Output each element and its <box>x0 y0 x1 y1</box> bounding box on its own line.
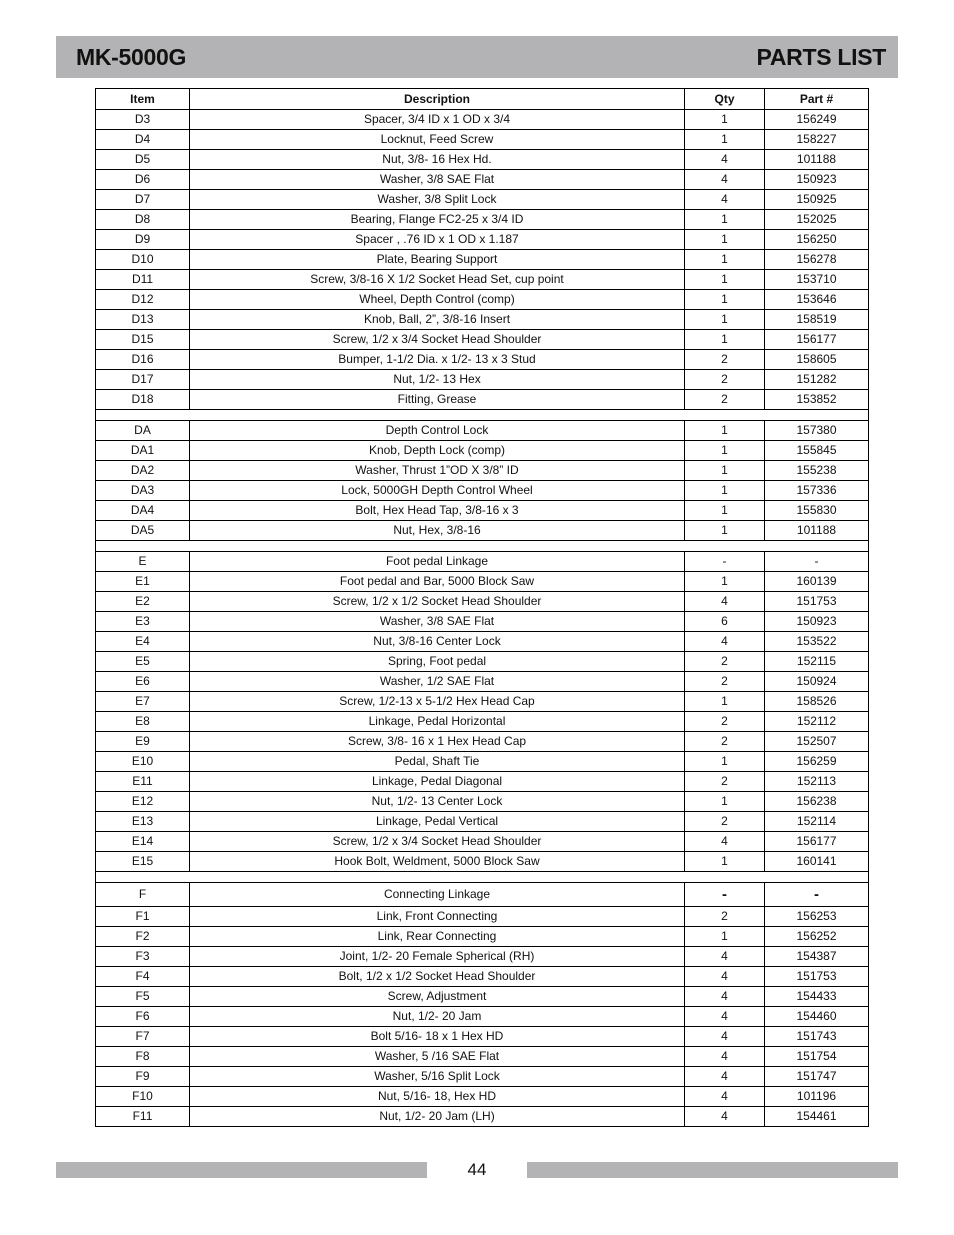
table-row <box>96 1087 869 1107</box>
cell-qty: 1 <box>685 421 765 441</box>
cell-description: Spacer , .76 ID x 1 OD x 1.187 <box>190 230 685 250</box>
cell-description: Foot pedal Linkage <box>190 552 685 572</box>
cell-description: Linkage, Pedal Diagonal <box>190 772 685 792</box>
cell-qty: 4 <box>685 170 765 190</box>
spacer-cell <box>96 541 869 552</box>
cell-qty: 4 <box>685 1107 765 1127</box>
cell-description: Bolt, Hex Head Tap, 3/8-16 x 3 <box>190 501 685 521</box>
cell-qty: 1 <box>685 461 765 481</box>
cell-item: D8 <box>96 210 190 230</box>
cell-description: Foot pedal and Bar, 5000 Block Saw <box>190 572 685 592</box>
cell-part-number: 152115 <box>765 652 869 672</box>
cell-description: Wheel, Depth Control (comp) <box>190 290 685 310</box>
cell-part-number: 151747 <box>765 1067 869 1087</box>
cell-qty: 6 <box>685 612 765 632</box>
table-row <box>96 852 869 872</box>
cell-description: Bumper, 1-1/2 Dia. x 1/2- 13 x 3 Stud <box>190 350 685 370</box>
cell-item: E9 <box>96 732 190 752</box>
cell-qty: - <box>685 552 765 572</box>
footer-bar-left <box>56 1162 427 1178</box>
cell-description: Knob, Ball, 2”, 3/8-16 Insert <box>190 310 685 330</box>
cell-part-number: 160141 <box>765 852 869 872</box>
cell-item: D17 <box>96 370 190 390</box>
cell-qty: 1 <box>685 692 765 712</box>
cell-item: DA4 <box>96 501 190 521</box>
cell-item: E12 <box>96 792 190 812</box>
cell-qty: 4 <box>685 592 765 612</box>
cell-qty: 2 <box>685 390 765 410</box>
cell-item: E2 <box>96 592 190 612</box>
cell-qty: 2 <box>685 732 765 752</box>
table-row <box>96 270 869 290</box>
table-row <box>96 907 869 927</box>
cell-part-number: 153646 <box>765 290 869 310</box>
table-row <box>96 330 869 350</box>
cell-part-number: 153710 <box>765 270 869 290</box>
cell-item: F11 <box>96 1107 190 1127</box>
cell-qty: 2 <box>685 907 765 927</box>
cell-description: Screw, 3/8-16 X 1/2 Socket Head Set, cup point <box>190 270 685 290</box>
table-row <box>96 632 869 652</box>
cell-part-number: 156259 <box>765 752 869 772</box>
table-row <box>96 967 869 987</box>
column-header-item: Item <box>96 89 190 110</box>
cell-description: Screw, 1/2 x 3/4 Socket Head Shoulder <box>190 832 685 852</box>
cell-description: Bolt, 1/2 x 1/2 Socket Head Shoulder <box>190 967 685 987</box>
cell-part-number: 158605 <box>765 350 869 370</box>
table-row <box>96 1027 869 1047</box>
table-row <box>96 370 869 390</box>
cell-part-number: 156249 <box>765 110 869 130</box>
cell-qty: 1 <box>685 210 765 230</box>
cell-item: E6 <box>96 672 190 692</box>
cell-part-number: 152113 <box>765 772 869 792</box>
cell-part-number: 151743 <box>765 1027 869 1047</box>
cell-qty: 2 <box>685 370 765 390</box>
cell-part-number: 155238 <box>765 461 869 481</box>
spacer-cell <box>96 872 869 883</box>
cell-item: E15 <box>96 852 190 872</box>
cell-part-number: 150924 <box>765 672 869 692</box>
cell-item: E3 <box>96 612 190 632</box>
cell-qty: 4 <box>685 1047 765 1067</box>
cell-qty: 1 <box>685 752 765 772</box>
cell-part-number: 160139 <box>765 572 869 592</box>
cell-description: Plate, Bearing Support <box>190 250 685 270</box>
table-row <box>96 672 869 692</box>
cell-qty: 1 <box>685 270 765 290</box>
cell-item: DA3 <box>96 481 190 501</box>
table-row <box>96 310 869 330</box>
cell-qty: 1 <box>685 290 765 310</box>
cell-item: DA1 <box>96 441 190 461</box>
cell-qty: 2 <box>685 350 765 370</box>
cell-item: D18 <box>96 390 190 410</box>
table-row <box>96 501 869 521</box>
cell-qty: 1 <box>685 250 765 270</box>
cell-description: Nut, 3/8- 16 Hex Hd. <box>190 150 685 170</box>
table-row <box>96 250 869 270</box>
cell-item: E10 <box>96 752 190 772</box>
cell-part-number: 156278 <box>765 250 869 270</box>
table-row <box>96 812 869 832</box>
cell-item: F7 <box>96 1027 190 1047</box>
cell-description: Nut, 1/2- 13 Hex <box>190 370 685 390</box>
cell-description: Fitting, Grease <box>190 390 685 410</box>
cell-qty: 1 <box>685 572 765 592</box>
cell-description: Linkage, Pedal Vertical <box>190 812 685 832</box>
cell-part-number: 153522 <box>765 632 869 652</box>
cell-item: E4 <box>96 632 190 652</box>
page-number: 44 <box>467 1160 487 1179</box>
cell-qty: 1 <box>685 521 765 541</box>
table-row <box>96 190 869 210</box>
cell-qty: 4 <box>685 1067 765 1087</box>
cell-qty: 1 <box>685 852 765 872</box>
cell-qty: 2 <box>685 652 765 672</box>
cell-description: Screw, 1/2 x 3/4 Socket Head Shoulder <box>190 330 685 350</box>
cell-part-number: 152114 <box>765 812 869 832</box>
table-row <box>96 752 869 772</box>
table-row <box>96 732 869 752</box>
cell-item: F6 <box>96 1007 190 1027</box>
cell-qty: 4 <box>685 987 765 1007</box>
cell-qty: 4 <box>685 1027 765 1047</box>
table-row <box>96 1007 869 1027</box>
cell-qty: 4 <box>685 1087 765 1107</box>
cell-item: E <box>96 552 190 572</box>
table-row <box>96 883 869 907</box>
cell-description: Screw, 1/2-13 x 5-1/2 Hex Head Cap <box>190 692 685 712</box>
cell-description: Bolt 5/16- 18 x 1 Hex HD <box>190 1027 685 1047</box>
cell-item: E8 <box>96 712 190 732</box>
cell-description: Washer, 5 /16 SAE Flat <box>190 1047 685 1067</box>
cell-item: F8 <box>96 1047 190 1067</box>
cell-part-number: 154460 <box>765 1007 869 1027</box>
cell-part-number: 151753 <box>765 967 869 987</box>
cell-item: F2 <box>96 927 190 947</box>
page-title: PARTS LIST <box>756 44 886 70</box>
table-row <box>96 652 869 672</box>
table-row <box>96 521 869 541</box>
cell-qty: 4 <box>685 1007 765 1027</box>
cell-description: Spacer, 3/4 ID x 1 OD x 3/4 <box>190 110 685 130</box>
cell-item: D10 <box>96 250 190 270</box>
cell-part-number: 155845 <box>765 441 869 461</box>
cell-part-number: 150923 <box>765 612 869 632</box>
table-row <box>96 552 869 572</box>
cell-part-number: 101196 <box>765 1087 869 1107</box>
cell-item: F10 <box>96 1087 190 1107</box>
cell-item: DA5 <box>96 521 190 541</box>
cell-part-number: 101188 <box>765 521 869 541</box>
table-row <box>96 461 869 481</box>
cell-description: Washer, 5/16 Split Lock <box>190 1067 685 1087</box>
cell-part-number: - <box>765 552 869 572</box>
table-row <box>96 1067 869 1087</box>
table-row <box>96 150 869 170</box>
cell-part-number: 150923 <box>765 170 869 190</box>
cell-qty: 1 <box>685 310 765 330</box>
table-row <box>96 832 869 852</box>
cell-part-number: 156177 <box>765 330 869 350</box>
cell-qty: 4 <box>685 832 765 852</box>
parts-table-body <box>96 110 869 1127</box>
model-name: MK-5000G <box>76 44 187 70</box>
cell-description: Spring, Foot pedal <box>190 652 685 672</box>
table-row <box>96 441 869 461</box>
cell-item: D6 <box>96 170 190 190</box>
cell-part-number: 151282 <box>765 370 869 390</box>
cell-part-number: 151754 <box>765 1047 869 1067</box>
cell-description: Hook Bolt, Weldment, 5000 Block Saw <box>190 852 685 872</box>
cell-qty: 4 <box>685 632 765 652</box>
table-row <box>96 572 869 592</box>
cell-item: F5 <box>96 987 190 1007</box>
table-row <box>96 712 869 732</box>
cell-description: Nut, 1/2- 13 Center Lock <box>190 792 685 812</box>
table-row <box>96 210 869 230</box>
cell-description: Pedal, Shaft Tie <box>190 752 685 772</box>
cell-item: D13 <box>96 310 190 330</box>
cell-item: E14 <box>96 832 190 852</box>
cell-item: F4 <box>96 967 190 987</box>
cell-qty: 1 <box>685 110 765 130</box>
table-row <box>96 421 869 441</box>
cell-item: F3 <box>96 947 190 967</box>
cell-qty: 2 <box>685 812 765 832</box>
cell-description: Screw, Adjustment <box>190 987 685 1007</box>
table-row <box>96 987 869 1007</box>
cell-qty: 1 <box>685 130 765 150</box>
cell-item: DA <box>96 421 190 441</box>
cell-description: Locknut, Feed Screw <box>190 130 685 150</box>
cell-item: D3 <box>96 110 190 130</box>
cell-qty: 2 <box>685 672 765 692</box>
cell-description: Nut, Hex, 3/8-16 <box>190 521 685 541</box>
cell-part-number: 156252 <box>765 927 869 947</box>
cell-description: Bearing, Flange FC2-25 x 3/4 ID <box>190 210 685 230</box>
cell-item: D5 <box>96 150 190 170</box>
table-row <box>96 130 869 150</box>
cell-qty: 1 <box>685 441 765 461</box>
cell-part-number: 101188 <box>765 150 869 170</box>
cell-part-number: 154387 <box>765 947 869 967</box>
cell-part-number: 156250 <box>765 230 869 250</box>
cell-description: Nut, 1/2- 20 Jam <box>190 1007 685 1027</box>
column-header-qty: Qty <box>685 89 765 110</box>
cell-qty: 2 <box>685 772 765 792</box>
cell-part-number: 158227 <box>765 130 869 150</box>
cell-item: D16 <box>96 350 190 370</box>
table-row <box>96 792 869 812</box>
cell-description: Link, Front Connecting <box>190 907 685 927</box>
parts-table <box>95 88 869 1127</box>
cell-qty: 1 <box>685 230 765 250</box>
cell-part-number: 157336 <box>765 481 869 501</box>
cell-item: D9 <box>96 230 190 250</box>
spacer-cell <box>96 410 869 421</box>
cell-item: E11 <box>96 772 190 792</box>
footer-bar-right <box>527 1162 898 1178</box>
cell-description: Washer, 3/8 SAE Flat <box>190 170 685 190</box>
cell-description: Screw, 1/2 x 1/2 Socket Head Shoulder <box>190 592 685 612</box>
cell-description: Washer, 1/2 SAE Flat <box>190 672 685 692</box>
cell-item: DA2 <box>96 461 190 481</box>
cell-item: F1 <box>96 907 190 927</box>
cell-part-number: 156238 <box>765 792 869 812</box>
cell-part-number: 153852 <box>765 390 869 410</box>
table-row <box>96 110 869 130</box>
cell-part-number: 158526 <box>765 692 869 712</box>
cell-item: D15 <box>96 330 190 350</box>
cell-item: D7 <box>96 190 190 210</box>
table-row <box>96 1047 869 1067</box>
cell-qty: 1 <box>685 927 765 947</box>
cell-qty: 2 <box>685 712 765 732</box>
cell-item: D4 <box>96 130 190 150</box>
table-row <box>96 170 869 190</box>
cell-description: Depth Control Lock <box>190 421 685 441</box>
table-row <box>96 772 869 792</box>
cell-description: Nut, 3/8-16 Center Lock <box>190 632 685 652</box>
column-header-part-number: Part # <box>765 89 869 110</box>
cell-description: Nut, 5/16- 18, Hex HD <box>190 1087 685 1107</box>
cell-qty: 4 <box>685 967 765 987</box>
table-row <box>96 230 869 250</box>
cell-part-number: 155830 <box>765 501 869 521</box>
cell-item: F9 <box>96 1067 190 1087</box>
cell-description: Knob, Depth Lock (comp) <box>190 441 685 461</box>
cell-description: Washer, 3/8 SAE Flat <box>190 612 685 632</box>
cell-part-number: 151753 <box>765 592 869 612</box>
cell-description: Nut, 1/2- 20 Jam (LH) <box>190 1107 685 1127</box>
page-header <box>56 36 898 78</box>
cell-part-number: 156177 <box>765 832 869 852</box>
cell-part-number: 154433 <box>765 987 869 1007</box>
table-row <box>96 612 869 632</box>
table-row <box>96 592 869 612</box>
cell-item: E5 <box>96 652 190 672</box>
cell-item: F <box>96 883 190 907</box>
cell-qty: 1 <box>685 792 765 812</box>
cell-item: E13 <box>96 812 190 832</box>
table-header-row <box>96 89 869 110</box>
cell-qty: - <box>685 883 765 907</box>
group-spacer-row <box>96 872 869 883</box>
table-row <box>96 947 869 967</box>
cell-part-number: 150925 <box>765 190 869 210</box>
table-row <box>96 390 869 410</box>
cell-description: Washer, 3/8 Split Lock <box>190 190 685 210</box>
cell-part-number: - <box>765 883 869 907</box>
cell-description: Connecting Linkage <box>190 883 685 907</box>
cell-item: D12 <box>96 290 190 310</box>
cell-description: Linkage, Pedal Horizontal <box>190 712 685 732</box>
column-header-description: Description <box>190 89 685 110</box>
table-row <box>96 290 869 310</box>
group-spacer-row <box>96 410 869 421</box>
table-row <box>96 481 869 501</box>
group-spacer-row <box>96 541 869 552</box>
cell-qty: 4 <box>685 947 765 967</box>
cell-description: Lock, 5000GH Depth Control Wheel <box>190 481 685 501</box>
table-row <box>96 1107 869 1127</box>
cell-part-number: 152112 <box>765 712 869 732</box>
table-row <box>96 692 869 712</box>
cell-part-number: 157380 <box>765 421 869 441</box>
cell-part-number: 152507 <box>765 732 869 752</box>
cell-qty: 1 <box>685 501 765 521</box>
cell-part-number: 152025 <box>765 210 869 230</box>
cell-qty: 4 <box>685 150 765 170</box>
cell-description: Joint, 1/2- 20 Female Spherical (RH) <box>190 947 685 967</box>
cell-description: Washer, Thrust 1”OD X 3/8” ID <box>190 461 685 481</box>
table-row <box>96 350 869 370</box>
cell-description: Screw, 3/8- 16 x 1 Hex Head Cap <box>190 732 685 752</box>
cell-part-number: 156253 <box>765 907 869 927</box>
cell-item: E1 <box>96 572 190 592</box>
cell-part-number: 158519 <box>765 310 869 330</box>
cell-description: Link, Rear Connecting <box>190 927 685 947</box>
cell-item: E7 <box>96 692 190 712</box>
table-row <box>96 927 869 947</box>
cell-qty: 4 <box>685 190 765 210</box>
cell-part-number: 154461 <box>765 1107 869 1127</box>
cell-item: D11 <box>96 270 190 290</box>
cell-qty: 1 <box>685 330 765 350</box>
cell-qty: 1 <box>685 481 765 501</box>
